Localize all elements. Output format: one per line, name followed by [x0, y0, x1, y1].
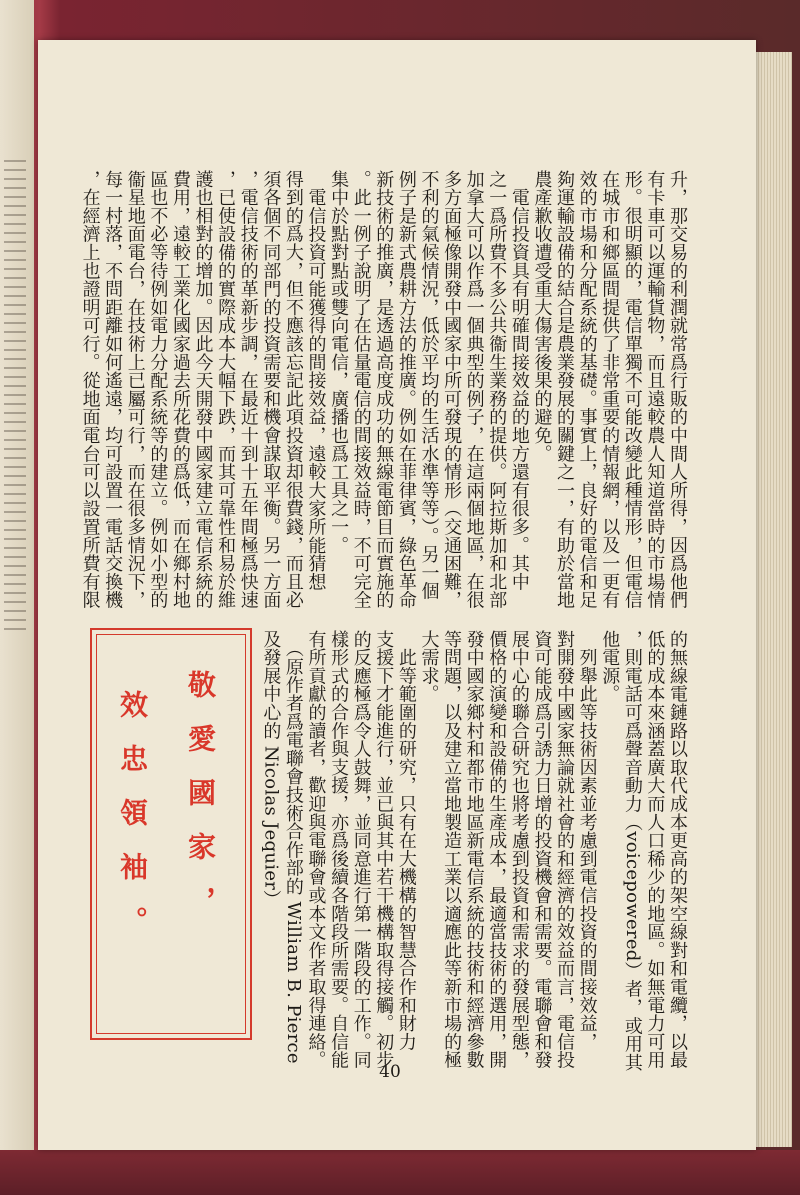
page-number: 40 — [379, 1062, 401, 1082]
slogan-line-2: 效忠領袖。 — [116, 690, 149, 960]
article-lower-block: 的無線電鏈路以取代成本更高的架空線對和電纜，以最 低的成本來涵蓋廣大而人口稀少的地區。如無電力可用 ，則電話可爲聲音動力（voicepowered）者，或用其 他電源。 列舉此等技術因素並考慮到電信投資的間接效益， 對開發中國家無論就社會的和經濟的效益而言，電信投 資可能成爲引誘力日增的投資機會和需要。電聯會和發 展中心的聯合研究也將考慮到投資和需求的發展型態， 價格的演變和設備的生產成本，最適當技術的選用，開 發中國家鄉村和都市地區新電信系統的技術和經濟參數 等問題，以及建立當地製造工業以適應此等新市場的極 大需求。 此等範圍的研究，只有在大機構的智慧合作和財力 支援下才能進行，並已與其中若干機構取得接觸。初步 的反應極爲令人鼓舞，並同意進行第一階段的工作。同 樣形式的合作與支援，亦爲後續各階段所需要。自信能 有所貢獻的讀者，歡迎與電聯會或本文作者取得連絡。 （原作者爲電聯會技術合作部的 William B. Pierce 及發展中心的 Nicolas Jequier） — [260, 630, 688, 1072]
left-page-edge — [0, 0, 34, 1195]
left-page-text-ghost — [4, 160, 26, 630]
slogan-line-1: 敬愛國家， — [184, 670, 217, 940]
article-upper-block: 升，那交易的利潤就常爲行販的中間人所得，因爲他們 有卡車可以運輸貨物，而且遠較農人知道當時的市場情 形。很明顯的，電信單獨不可能改變此種情形，但電信 在城市和鄉區間提供了非常重要的情報網，以及一更有 效的市場和分配系統的基礎。事實上，良好的電信和足 夠運輸設備的結合是農業發展的關鍵之一，有助於當地 農產歉收遭受重大傷害後果的避免。 電信投資具有明確間接效益的地方還有很多。其中 之一爲所費不多公共衞生業務的提供。阿拉斯加和北部 加拿大可以作爲一個典型的例子，在這兩個地區，在很 多方面極像開發中國家中所可發現的情形（交通困難， 不利的氣候情況，低於平均的生活水準等等）。另一個 例子是新式農耕方法的推廣。例如在菲律賓，綠色革命 新技術的推廣，是透過高度成功的無線電節目而實施的 。此一例子說明了在估量電信的間接效益時，不可完全 集中於點對點或雙向電信，廣播也爲工具之一。 電信投資可能獲得的間接效益，遠較大家所能猜想 得到的爲大，但不應該忘記此項投資却很費錢，而且必 須各個不同部門的投資需要和機會謀取平衡。另一方面 ，電信技術的革新步調，在最近十到十五年間極爲快速 ，已使設備的實際成本大幅下跌，而其可靠性和易於維 護也相對的增加。因此今天開發中國家建立電信系統的 費用，遠較工業化國家過去所花費的爲低，而在鄉村地 區也不必等待例如電力分配系統等的建立。例如小型的 衞星地面電台，在技術上已屬可行，而在很多情況下， 每一村落，不問距離如何遙遠，均可設置一電話交換機 ，在經濟上也證明可行。從地面電台可以設置所費有限 — [79, 170, 688, 610]
bottom-cover — [0, 1150, 800, 1195]
page-edges — [756, 52, 792, 1147]
